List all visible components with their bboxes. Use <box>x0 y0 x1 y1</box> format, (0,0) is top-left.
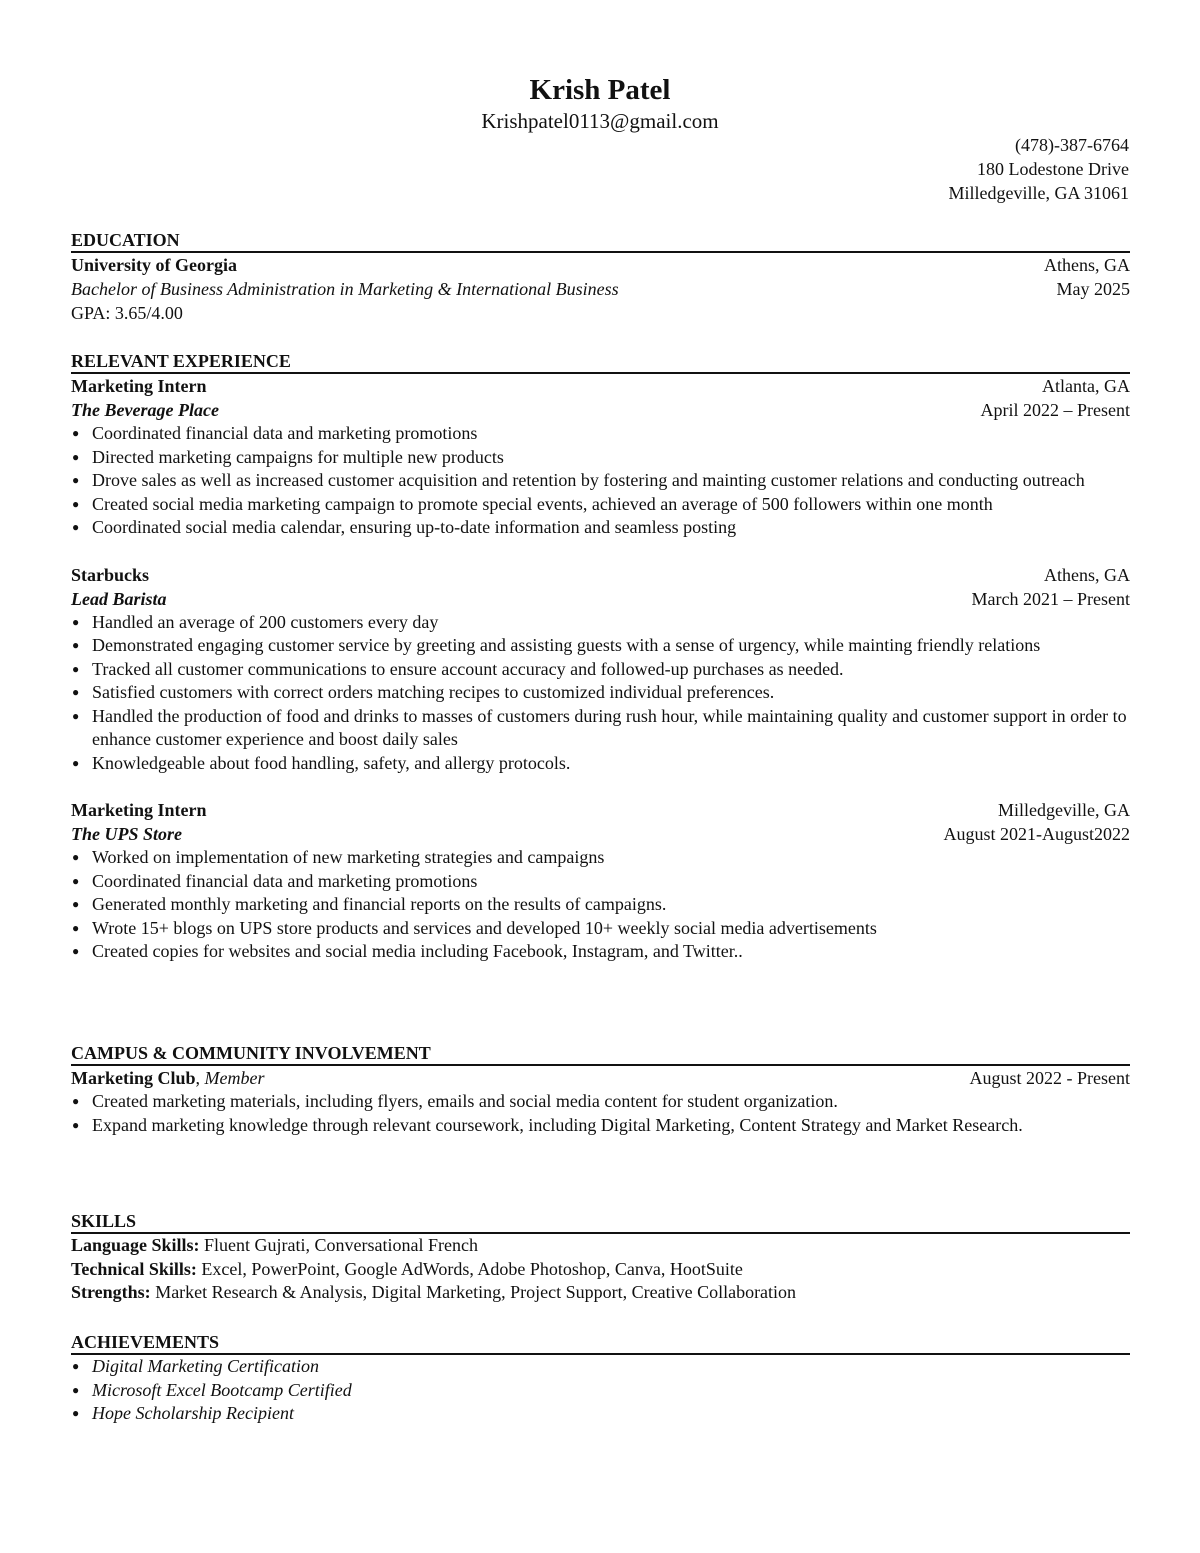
email-link[interactable]: Krishpatel0113@gmail.com <box>481 109 719 133</box>
language-skills-label: Language Skills: <box>71 1235 200 1255</box>
involvement-section <box>71 1042 1130 1137</box>
job-bullets <box>71 846 1130 964</box>
list-item: ● Drove sales as well as increased customer acquisition and retention by fostering and mainting customer relations and conducting outreach <box>71 469 1130 493</box>
education-section <box>71 229 1130 325</box>
job-date: March 2021 – Present <box>971 588 1130 609</box>
school-location: Athens, GA <box>1044 255 1130 275</box>
experience-heading: RELEVANT EXPERIENCE <box>71 350 1130 374</box>
org-role: Member <box>204 1068 265 1088</box>
technical-skills <box>71 1258 1130 1282</box>
experience-section <box>71 350 1130 964</box>
language-skills <box>71 1234 1130 1258</box>
phone-number: (478)-387-6764 <box>1015 135 1129 155</box>
gpa-row <box>71 301 1130 325</box>
job-location: Milledgeville, GA <box>998 800 1130 820</box>
technical-skills-value: Excel, PowerPoint, Google AdWords, Adobe Photoshop, Canva, HootSuite <box>201 1258 743 1279</box>
education-heading: EDUCATION <box>71 229 1130 253</box>
skills-section <box>71 1210 1130 1305</box>
job-subheading: The UPS Store <box>71 824 183 844</box>
strengths-label: Strengths: <box>71 1282 151 1302</box>
list-item: ● Created copies for websites and social media including Facebook, Instagram, and Twitter.. <box>71 940 1130 964</box>
job-heading: Starbucks <box>71 564 150 585</box>
list-item: ● Coordinated financial data and marketing promotions <box>71 422 1130 446</box>
job-entry <box>71 563 1130 776</box>
list-item: ● Hope Scholarship Recipient <box>71 1402 1130 1426</box>
list-item: ● Worked on implementation of new marketing strategies and campaigns <box>71 846 1130 870</box>
list-item: ● Generated monthly marketing and financial reports on the results of campaigns. <box>71 893 1130 917</box>
list-item: ● Microsoft Excel Bootcamp Certified <box>71 1379 1130 1403</box>
job-subheading: The Beverage Place <box>71 400 219 420</box>
job-bullets <box>71 611 1130 776</box>
strengths <box>71 1281 1130 1305</box>
involvement-bullets <box>71 1090 1130 1137</box>
job-date: April 2022 – Present <box>980 400 1130 420</box>
list-item: ● Handled an average of 200 customers every day <box>71 611 1130 635</box>
achievements-heading: ACHIEVEMENTS <box>71 1331 1130 1355</box>
job-subheading: Lead Barista <box>71 588 167 609</box>
list-item: ● Knowledgeable about food handling, safety, and allergy protocols. <box>71 752 1130 776</box>
involvement-heading: CAMPUS & COMMUNITY INVOLVEMENT <box>71 1042 1130 1066</box>
education-row <box>71 253 1130 277</box>
gpa: GPA: 3.65/4.00 <box>71 303 183 323</box>
list-item: ● Expand marketing knowledge through relevant coursework, including Digital Marketing, Content Strategy and Market Research. <box>71 1114 1130 1138</box>
technical-skills-label: Technical Skills: <box>71 1258 197 1279</box>
org-separator: , <box>195 1068 205 1088</box>
job-heading: Marketing Intern <box>71 800 207 820</box>
list-item: ● Handled the production of food and drinks to masses of customers during rush hour, while maintaining quality and customer support in order to enhance customer experience and boost daily sales <box>71 705 1130 752</box>
list-item: ● Tracked all customer communications to ensure account accuracy and followed-up purchases as needed. <box>71 658 1130 682</box>
list-item: ● Satisfied customers with correct orders matching recipes to customized individual preferences. <box>71 681 1130 705</box>
job-location: Athens, GA <box>1044 564 1130 585</box>
list-item: ● Wrote 15+ blogs on UPS store products and services and developed 10+ weekly social media advertisements <box>71 917 1130 941</box>
org-name: Marketing Club <box>71 1068 196 1088</box>
degree-name: Bachelor of Business Administration in Marketing & International Business <box>71 279 619 299</box>
candidate-name: Krish Patel <box>529 74 671 106</box>
skills-heading: SKILLS <box>71 1210 1130 1234</box>
graduation-date: May 2025 <box>1056 279 1130 299</box>
school-name: University of Georgia <box>71 255 237 275</box>
list-item: ● Created social media marketing campaign to promote special events, achieved an average of 500 followers within one month <box>71 493 1130 517</box>
job-entry <box>71 798 1130 964</box>
contact-block <box>949 133 1129 205</box>
job-bullets <box>71 422 1130 540</box>
list-item: ● Coordinated financial data and marketing promotions <box>71 870 1130 894</box>
street-address: 180 Lodestone Drive <box>977 159 1129 179</box>
language-skills-value: Fluent Gujrati, Conversational French <box>204 1235 478 1255</box>
job-date: August 2021-August2022 <box>943 824 1130 844</box>
city-address: Milledgeville, GA 31061 <box>948 183 1129 203</box>
job-location: Atlanta, GA <box>1042 376 1130 396</box>
job-heading: Marketing Intern <box>71 376 207 396</box>
list-item: ● Created marketing materials, including flyers, emails and social media content for student organization. <box>71 1090 1130 1114</box>
list-item: ● Digital Marketing Certification <box>71 1355 1130 1379</box>
achievements-section <box>71 1331 1130 1426</box>
list-item: ● Coordinated social media calendar, ensuring up-to-date information and seamless posting <box>71 516 1130 540</box>
degree-row <box>71 277 1130 301</box>
list-item: ● Directed marketing campaigns for multiple new products <box>71 446 1130 470</box>
involvement-row <box>71 1066 1130 1090</box>
job-entry <box>71 374 1130 540</box>
strengths-value: Market Research & Analysis, Digital Marketing, Project Support, Creative Collaboration <box>155 1282 797 1302</box>
achievements-list <box>71 1355 1130 1426</box>
involvement-date: August 2022 - Present <box>969 1068 1130 1088</box>
list-item: ● Demonstrated engaging customer service by greeting and assisting guests with a sense of urgency, while mainting friendly relations <box>71 634 1130 658</box>
